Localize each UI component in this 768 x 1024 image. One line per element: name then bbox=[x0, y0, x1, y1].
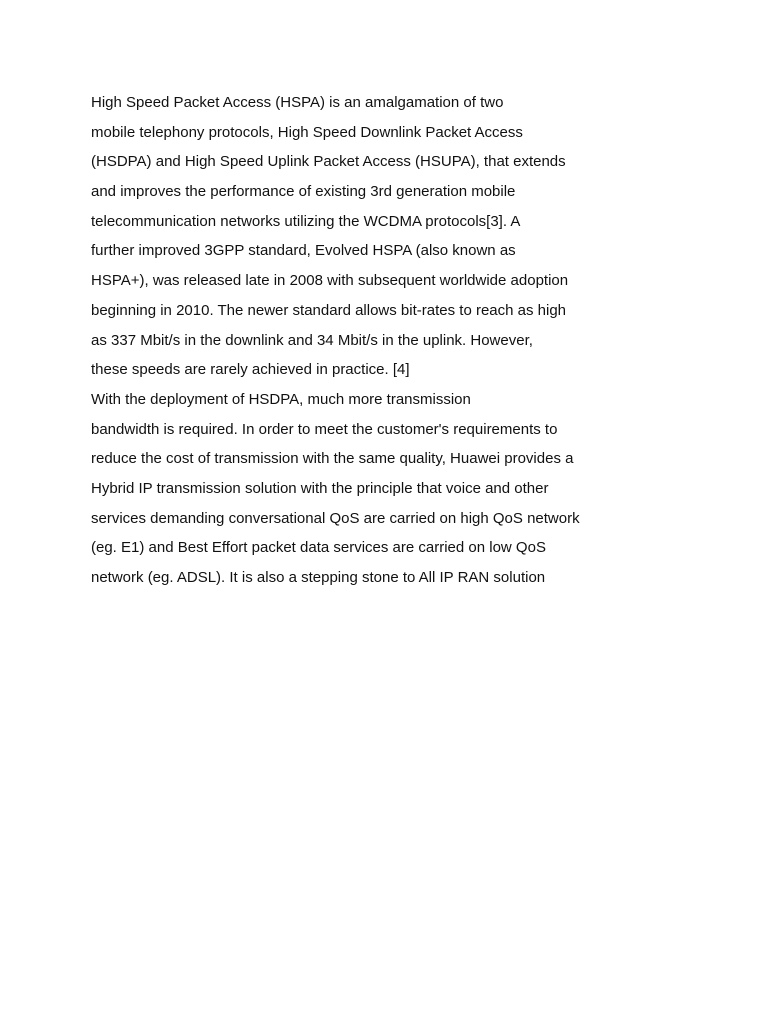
text-line: services demanding conversational QoS are carried on high QoS network bbox=[91, 509, 580, 527]
text-line: network (eg. ADSL). It is also a stepping stone to All IP RAN solution bbox=[91, 569, 546, 586]
text-line: as 337 Mbit/s in the downlink and 34 Mbit/s in the uplink. However, bbox=[91, 331, 533, 349]
text-line: With the deployment of HSDPA, much more transmission bbox=[91, 390, 471, 408]
text-line: telecommunication networks utilizing the WCDMA protocols[3]. A bbox=[91, 212, 521, 230]
text-line: High Speed Packet Access (HSPA) is an amalgamation of two bbox=[91, 94, 504, 111]
text-line: (HSDPA) and High Speed Uplink Packet Access (HSUPA), that extends bbox=[91, 153, 566, 171]
text-line: reduce the cost of transmission with the same quality, Huawei provides a bbox=[91, 450, 574, 468]
text-line: bandwidth is required. In order to meet the customer's requirements to bbox=[91, 420, 558, 438]
text-line: mobile telephony protocols, High Speed Downlink Packet Access bbox=[91, 123, 523, 141]
text-line: HSPA+), was released late in 2008 with subsequent worldwide adoption bbox=[91, 272, 569, 290]
text-line: and improves the performance of existing 3rd generation mobile bbox=[91, 183, 516, 201]
text-line: further improved 3GPP standard, Evolved HSPA (also known as bbox=[91, 242, 516, 260]
text-line: these speeds are rarely achieved in practice. [4] bbox=[91, 361, 410, 379]
document-body-text bbox=[91, 88, 691, 593]
text-line: (eg. E1) and Best Effort packet data services are carried on low QoS bbox=[91, 539, 546, 557]
text-line: Hybrid IP transmission solution with the principle that voice and other bbox=[91, 479, 549, 497]
text-line: beginning in 2010. The newer standard allows bit-rates to reach as high bbox=[91, 301, 567, 319]
